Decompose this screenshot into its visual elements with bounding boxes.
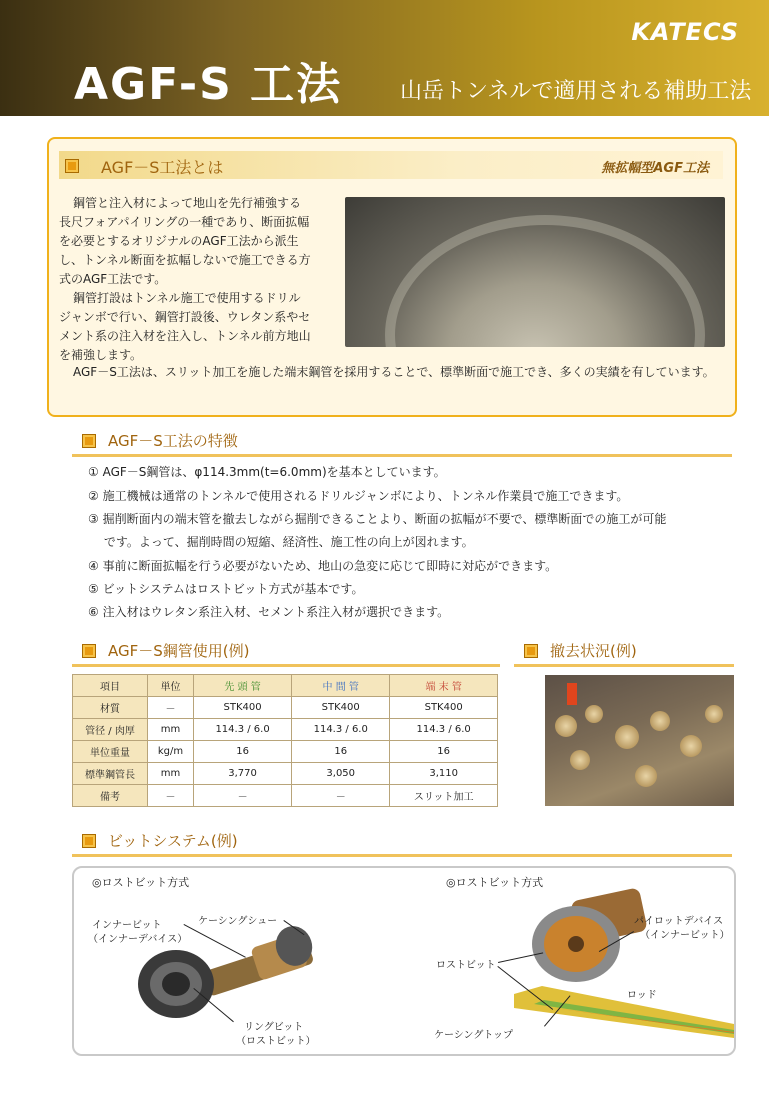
feature-item: ⑥ 注入材はウレタン系注入材、セメント系注入材が選択できます。 — [88, 605, 450, 619]
table-cell: 114.3 / 6.0 — [194, 719, 292, 741]
label-inner-bit: インナービット — [92, 920, 162, 931]
table-cell: － — [148, 785, 194, 807]
bit-left-title: ◎ロストビット方式 — [92, 876, 190, 889]
features-heading: AGF－S工法の特徴 — [108, 432, 238, 450]
removal-heading-bar — [514, 638, 734, 667]
intro-line: し、トンネル断面を拡幅しないで施工できる方 — [59, 253, 311, 267]
intro-line: 鋼管と注入材によって地山を先行補強する — [73, 196, 302, 210]
table-cell: kg/m — [148, 741, 194, 763]
table-cell: STK400 — [292, 697, 390, 719]
pipe-end — [650, 711, 670, 731]
table-cell: 単位重量 — [73, 741, 148, 763]
section-bullet-icon — [524, 644, 538, 658]
label-lost-bit: ロストビット — [436, 960, 496, 971]
rod-casing-illustration — [514, 986, 734, 1038]
table-cell: mm — [148, 763, 194, 785]
intro-line: 式のAGF工法です。 — [59, 272, 167, 286]
traffic-cone — [567, 683, 577, 705]
section-bullet-icon — [82, 644, 96, 658]
header-banner — [0, 0, 769, 116]
intro-line: ジャンボで行い、鋼管打設後、ウレタン系やセ — [59, 310, 311, 324]
section-bullet-icon — [65, 159, 79, 173]
table-cell: 3,770 — [194, 763, 292, 785]
intro-line: 長尺フォアパイリングの一種であり、断面拡幅 — [59, 215, 310, 229]
removal-heading: 撤去状況(例) — [550, 642, 637, 660]
table-row — [73, 719, 498, 741]
feature-item: ① AGF－S鋼管は、φ114.3mm(t=6.0mm)を基本としています。 — [88, 465, 446, 479]
bit-heading-bar — [72, 828, 732, 857]
table-cell: mm — [148, 719, 194, 741]
table-cell: STK400 — [194, 697, 292, 719]
intro-para-1 — [59, 194, 341, 289]
pipe-end — [635, 765, 657, 787]
tunnel-arch-shape — [385, 215, 705, 347]
table-header-cell: 項目 — [73, 675, 148, 697]
tunnel-photo — [345, 197, 725, 347]
intro-heading: AGF－S工法とは — [101, 158, 224, 177]
label-rod: ロッド — [627, 990, 657, 1001]
spec-heading-bar — [72, 638, 500, 667]
table-cell: STK400 — [390, 697, 498, 719]
intro-para-3: AGF－S工法は、スリット加工を施した端末鋼管を採用することで、標準断面で施工でき、多くの実績を有しています。 — [73, 365, 715, 379]
table-cell: 16 — [194, 741, 292, 763]
label-inner-device: （インナーデバイス） — [88, 934, 188, 945]
bit-diagram-box — [72, 866, 736, 1056]
feature-item: ③ 掘削断面内の端末管を撤去しながら掘削できることより、断面の拡幅が不要で、標準断面での施工が可能 — [88, 512, 667, 526]
intro-para-2 — [59, 289, 341, 365]
pipe-end — [680, 735, 702, 757]
table-cell: 備考 — [73, 785, 148, 807]
feature-item: ② 施工機械は通常のトンネルで使用されるドリルジャンボにより、トンネル作業員で施工できます。 — [88, 489, 629, 503]
pipe-end — [615, 725, 639, 749]
table-cell: 16 — [292, 741, 390, 763]
bit-heading: ビットシステム(例) — [108, 832, 238, 850]
feature-item: です。よって、掘削時間の短縮、経済性、施工性の向上が図れます。 — [88, 535, 474, 549]
label-casing-top: ケーシングトップ — [434, 1030, 514, 1041]
table-cell: 3,050 — [292, 763, 390, 785]
table-cell: 16 — [390, 741, 498, 763]
table-header-cell: 単位 — [148, 675, 194, 697]
intro-line: を補強します。 — [59, 348, 143, 362]
intro-heading-bar — [59, 151, 723, 179]
table-row — [73, 785, 498, 807]
removal-photo — [545, 675, 734, 806]
table-cell: スリット加工 — [390, 785, 498, 807]
table-cell: 114.3 / 6.0 — [292, 719, 390, 741]
table-cell: － — [148, 697, 194, 719]
table-row — [73, 741, 498, 763]
table-cell: － — [194, 785, 292, 807]
section-bullet-icon — [82, 434, 96, 448]
feature-item: ⑤ ビットシステムはロストビット方式が基本です。 — [88, 582, 364, 596]
label-inner-bit-paren: （インナービット） — [640, 930, 730, 941]
label-casing-shoe: ケーシングシュー — [198, 916, 278, 927]
label-ring-bit: リングビット — [244, 1022, 304, 1033]
table-cell: 材質 — [73, 697, 148, 719]
pipe-end — [585, 705, 603, 723]
feature-item: ④ 事前に断面拡幅を行う必要がないため、地山の急変に応じて即時に対応ができます。 — [88, 559, 558, 573]
table-cell: － — [292, 785, 390, 807]
table-cell: 3,110 — [390, 763, 498, 785]
spec-table — [72, 674, 498, 807]
label-pilot-device: パイロットデバイス — [634, 916, 724, 927]
table-header-cell: 先 頭 管 — [194, 675, 292, 697]
table-cell: 管径 / 肉厚 — [73, 719, 148, 741]
company-logo: KATECS — [631, 18, 739, 46]
pilot-device-illustration — [514, 888, 654, 984]
bit-right-title: ◎ロストビット方式 — [446, 876, 544, 889]
intro-tag: 無拡幅型AGF工法 — [601, 161, 709, 176]
page-title: AGF-S 工法 — [74, 59, 343, 110]
intro-box — [47, 137, 737, 417]
intro-line: メント系の注入材を注入し、トンネル前方地山 — [59, 329, 311, 343]
pipe-end — [570, 750, 590, 770]
table-row — [73, 697, 498, 719]
pipe-end — [705, 705, 723, 723]
spec-heading: AGF－S鋼管使用(例) — [108, 642, 250, 660]
label-lost-bit-paren: （ロストビット） — [236, 1036, 316, 1047]
table-header-cell: 端 末 管 — [390, 675, 498, 697]
table-cell: 114.3 / 6.0 — [390, 719, 498, 741]
table-header-cell: 中 間 管 — [292, 675, 390, 697]
table-cell: 標準鋼管長 — [73, 763, 148, 785]
intro-line: 鋼管打設はトンネル施工で使用するドリル — [73, 291, 301, 305]
page-subtitle: 山岳トンネルで適用される補助工法 — [400, 79, 752, 104]
intro-line: を必要とするオリジナルのAGF工法から派生 — [59, 234, 299, 248]
table-header-row — [73, 675, 498, 697]
table-row — [73, 763, 498, 785]
features-heading-bar — [72, 428, 732, 457]
section-bullet-icon — [82, 834, 96, 848]
pipe-end — [555, 715, 577, 737]
